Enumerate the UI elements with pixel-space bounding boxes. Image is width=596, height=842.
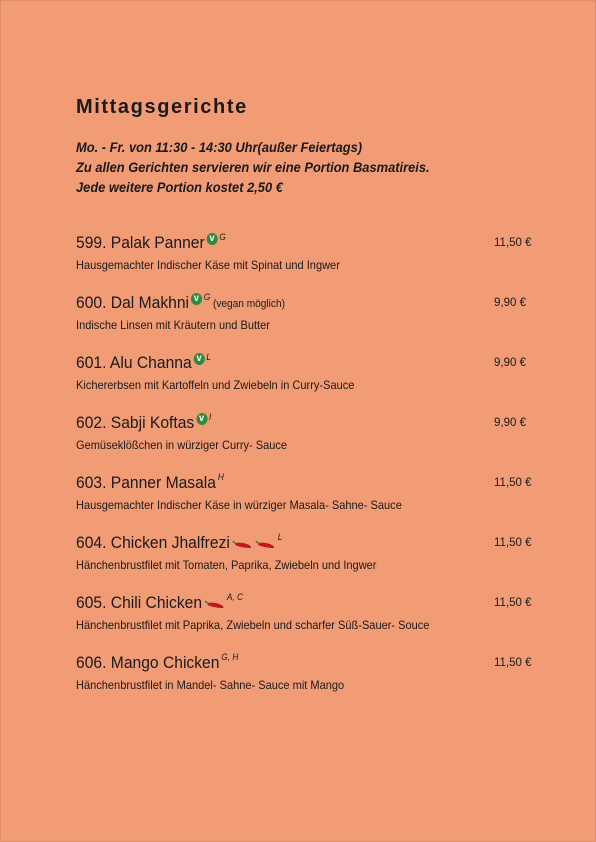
menu-item-description: Hausgemachter Indischer Käse mit Spinat und Ingwer <box>76 258 340 272</box>
page-title: Mittagsgerichte <box>76 96 248 118</box>
menu-item-header <box>76 411 211 435</box>
menu-item-description: Hänchenbrustfilet mit Paprika, Zwiebeln und scharfer Süß-Sauer- Souce <box>76 618 430 632</box>
menu-item-header <box>76 351 211 375</box>
menu-item-name: 601. Alu Channa <box>76 353 192 372</box>
menu-item-name: 602. Sabji Koftas <box>76 413 195 432</box>
menu-item-name: 599. Palak Panner <box>76 233 205 252</box>
menu-list <box>76 231 546 711</box>
menu-item-price: 9,90 € <box>494 297 526 309</box>
allergen-codes: G <box>219 232 226 242</box>
allergen-codes: L <box>277 532 283 542</box>
menu-item-description: Hänchenbrustfilet in Mandel- Sahne- Sauce mit Mango <box>76 678 345 692</box>
menu-item-note: (vegan möglich) <box>212 298 285 310</box>
vegan-icon: v <box>207 233 218 245</box>
allergen-codes: L <box>206 352 211 362</box>
menu-item-header <box>76 231 226 255</box>
menu-item-header <box>76 591 243 615</box>
allergen-codes: G, H <box>221 652 239 662</box>
menu-item-price: 11,50 € <box>494 477 532 489</box>
menu-item-description: Hänchenbrustfilet mit Tomaten, Paprika, Zwiebeln und Ingwer <box>76 558 377 572</box>
menu-item <box>76 231 546 291</box>
allergen-codes: A, C <box>226 592 244 602</box>
menu-item <box>76 531 546 591</box>
menu-item-name: 606. Mango Chicken <box>76 653 220 672</box>
menu-item <box>76 411 546 471</box>
menu-item-header <box>76 531 282 555</box>
menu-item-price: 9,90 € <box>494 417 526 429</box>
intro-line: Jede weitere Portion kostet 2,50 € <box>76 179 283 195</box>
menu-item <box>76 591 546 651</box>
menu-item-description: Kichererbsen mit Kartoffeln und Zwiebeln in Curry-Sauce <box>76 378 355 392</box>
chili-icon <box>233 535 253 555</box>
menu-item-header <box>76 471 224 495</box>
chili-icon <box>256 535 276 555</box>
intro-text <box>76 137 430 197</box>
menu-item-price: 9,90 € <box>494 357 526 369</box>
menu-item-price: 11,50 € <box>494 597 532 609</box>
intro-line: Zu allen Gerichten servieren wir eine Portion Basmatireis. <box>76 159 430 175</box>
allergen-codes: I <box>208 412 212 422</box>
menu-item-description: Gemüseklößchen in würziger Curry- Sauce <box>76 438 288 452</box>
menu-item-description: Indische Linsen mit Kräutern und Butter <box>76 318 270 332</box>
menu-item-name: 600. Dal Makhni <box>76 293 190 312</box>
vegan-icon: v <box>196 413 207 425</box>
menu-item <box>76 351 546 411</box>
vegan-icon: v <box>191 293 202 305</box>
menu-item-header <box>76 651 238 675</box>
allergen-codes: G <box>203 292 211 302</box>
menu-item-price: 11,50 € <box>494 237 532 249</box>
menu-item-name: 605. Chili Chicken <box>76 593 203 612</box>
menu-item-price: 11,50 € <box>494 537 532 549</box>
intro-line: Mo. - Fr. von 11:30 - 14:30 Uhr(außer Feiertags) <box>76 139 363 155</box>
menu-item <box>76 471 546 531</box>
menu-item-header <box>76 291 285 315</box>
menu-item <box>76 651 546 711</box>
menu-item-price: 11,50 € <box>494 657 532 669</box>
menu-item-name: 604. Chicken Jhalfrezi <box>76 533 230 552</box>
menu-item-name: 603. Panner Masala <box>76 473 216 492</box>
menu-item-description: Hausgemachter Indischer Käse in würziger Masala- Sahne- Sauce <box>76 498 402 512</box>
menu-item <box>76 291 546 351</box>
allergen-codes: H <box>217 472 224 482</box>
vegan-icon: v <box>194 353 205 365</box>
chili-icon <box>205 595 225 615</box>
